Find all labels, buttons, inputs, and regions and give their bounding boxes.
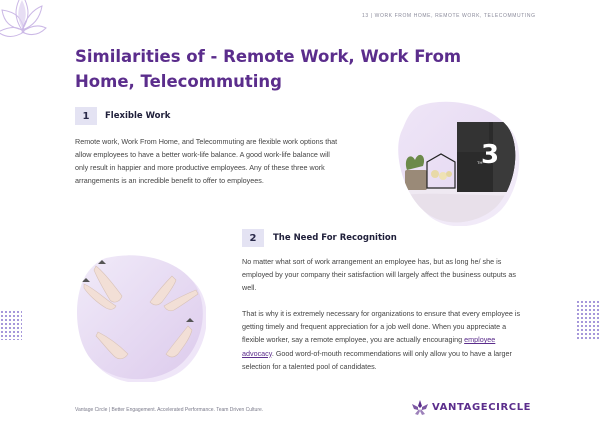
section-1-number: 1 bbox=[75, 107, 97, 125]
section-2-body bbox=[242, 255, 527, 373]
hands-photo bbox=[76, 254, 206, 382]
section-2-number: 2 bbox=[242, 229, 264, 247]
section-2-paragraph-2 bbox=[242, 307, 527, 372]
section-1-heading: Flexible Work bbox=[105, 111, 171, 121]
section-1-paragraph: Remote work, Work From Home, and Telecommuting are flexible work options that allow employees to have a better work-life balance. A good work-life balance will only result in happier and more productive employees. Any of these three work arrangements is an incredible benefit to offer to employees. bbox=[75, 137, 338, 186]
page-title: Similarities of - Remote Work, Work From Home, Telecommuting bbox=[75, 47, 462, 91]
footer-tagline: Vantage Circle | Better Engagement. Accelerated Performance. Team Driven Culture. bbox=[75, 407, 264, 413]
employee-advocacy-link[interactable]: employee advocacy bbox=[242, 335, 496, 358]
brand-name: VANTAGECIRCLE bbox=[432, 402, 532, 413]
section-2-paragraph-2-text: That is why it is extremely necessary for organizations to ensure that every employee is getting timely and frequent appreciation for a job well done. When you appreciate a flexible worker, say a remote employee, you are actually encouraging bbox=[242, 309, 521, 345]
section-2-paragraph-2-end: . Good word-of-mouth recommendations will only allow you to have a larger selection for a talented pool of candidates. bbox=[242, 348, 512, 371]
calendar-label: TH bbox=[477, 160, 483, 165]
brand-logo bbox=[410, 399, 560, 417]
hands-photo-illustration bbox=[76, 254, 206, 382]
desk-photo bbox=[397, 100, 521, 226]
calendar-number: 3 bbox=[481, 140, 500, 170]
desk-photo-illustration bbox=[397, 100, 521, 226]
right-dot-pattern bbox=[576, 300, 600, 340]
running-head: 13 | WORK FROM HOME, REMOTE WORK, TELECOMMUTING bbox=[362, 13, 536, 19]
section-2-heading: The Need For Recognition bbox=[273, 233, 397, 243]
section-1-body bbox=[75, 135, 340, 187]
left-dot-pattern bbox=[0, 310, 22, 340]
corner-flower-decoration bbox=[0, 0, 52, 46]
section-2-paragraph-1: No matter what sort of work arrangement an employee has, but as long he/ she is employed by your company their satisfaction will largely affect the business outputs as well. bbox=[242, 257, 516, 293]
vantage-circle-logo-icon bbox=[410, 399, 430, 417]
